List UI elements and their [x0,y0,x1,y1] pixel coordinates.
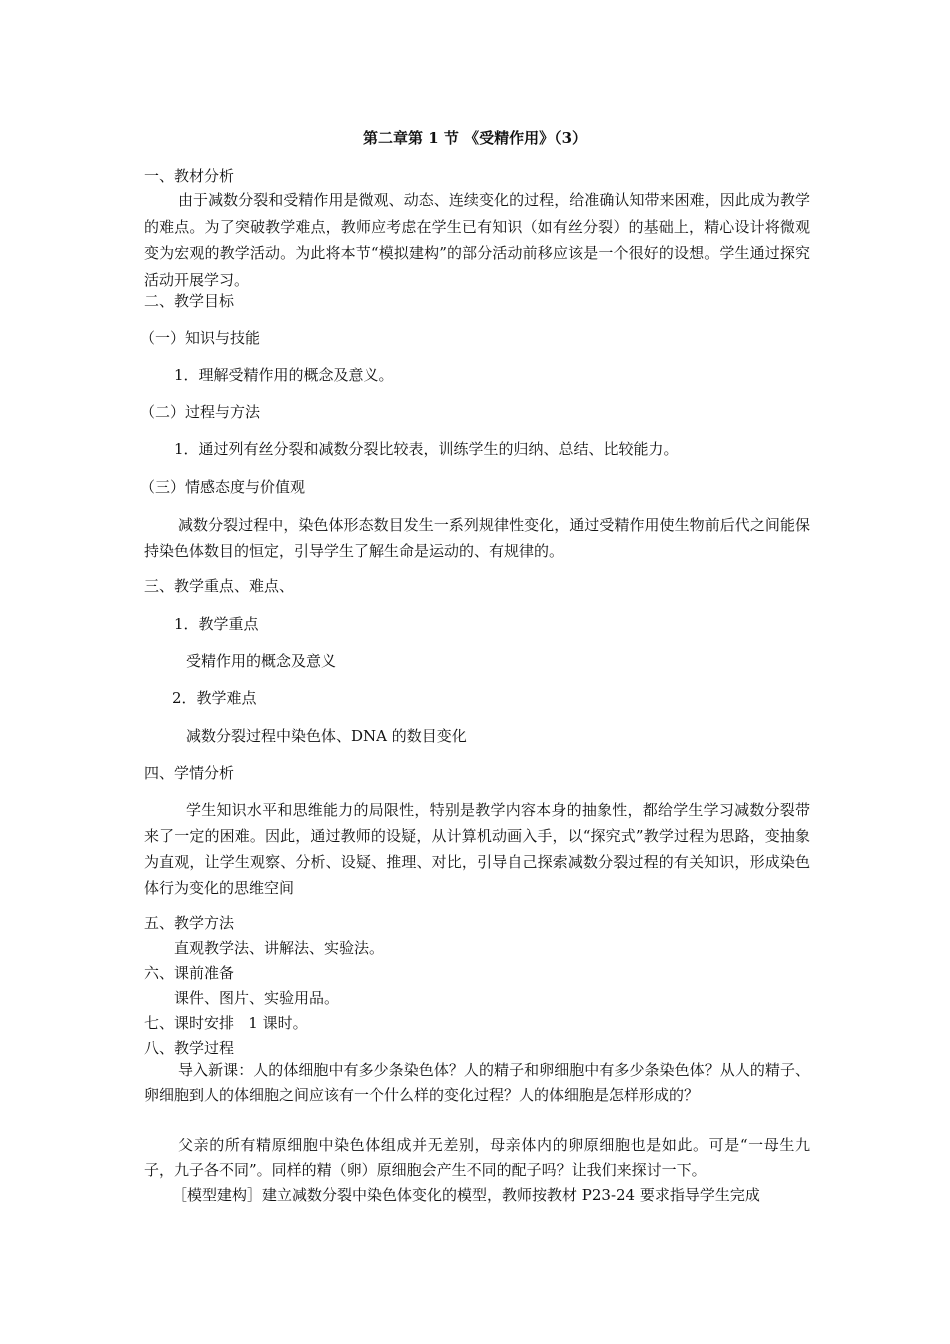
subheading-knowledge: （一）知识与技能 [140,329,261,347]
section-6-text: 课件、图片、实验用品。 [174,989,340,1007]
document-title: 第二章第 1 节 《受精作用》（3） [362,129,588,147]
section-heading-4: 四、学情分析 [144,764,235,782]
section-7-line: 七、课时安排 1 课时。 [144,1014,308,1032]
knowledge-item-1: 1．理解受精作用的概念及意义。 [174,366,394,384]
section-5-text: 直观教学法、讲解法、实验法。 [174,939,385,957]
key-point-label: 1．教学重点 [174,615,259,633]
section-heading-1: 一、教材分析 [144,167,235,185]
section-1-paragraph: 由于减数分裂和受精作用是微观、动态、连续变化的过程，给准确认知带来困难，因此成为教学的难点。为了突破教学难点，教师应考虑在学生已有知识（如有丝分裂）的基础上，精心设计将微观变为宏观的教学活动。为此将本节“模拟建构”的部分活动前移应该是一个很好的设想。学生通过探究活动开展学习。 [144,191,810,289]
section-4-paragraph: 学生知识水平和思维能力的局限性，特别是教学内容本身的抽象性，都给学生学习减数分裂带来了一定的困难。因此，通过教师的设疑，从计算机动画入手，以“探究式”教学过程为思路，变抽象为直观，让学生观察、分析、设疑、推理、对比，引导自己探索减数分裂过程的有关知识，形成染色体行为变化的思维空间 [144,801,810,897]
process-item-1: 1．通过列有丝分裂和减数分裂比较表，训练学生的归纳、总结、比较能力。 [174,440,679,458]
attitude-paragraph: 减数分裂过程中，染色体形态数目发生一系列规律性变化，通过受精作用使生物前后代之间能保持染色体数目的恒定，引导学生了解生命是运动的、有规律的。 [144,516,810,560]
section-heading-6: 六、课前准备 [144,964,235,982]
section-8-paragraph-3: ［模型建构］建立减数分裂中染色体变化的模型，教师按教材 P23-24 要求指导学生完成 [172,1186,760,1204]
section-heading-2: 二、教学目标 [144,292,235,310]
difficulty-text: 减数分裂过程中染色体、DNA 的数目变化 [186,727,467,745]
difficulty-label: 2．教学难点 [172,689,257,707]
subheading-attitude: （三）情感态度与价值观 [140,478,306,496]
section-8-paragraph-1: 导入新课：人的体细胞中有多少条染色体？人的精子和卵细胞中有多少条染色体？从人的精子、卵细胞到人的体细胞之间应该有一个什么样的变化过程？人的体细胞是怎样形成的？ [144,1061,810,1104]
section-heading-8: 八、教学过程 [144,1039,235,1057]
section-8-paragraph-2: 父亲的所有精原细胞中染色体组成并无差别，母亲体内的卵原细胞也是如此。可是“一母生九子，九子各不同”。同样的精（卵）原细胞会产生不同的配子吗？让我们来探讨一下。 [144,1136,810,1179]
section-heading-3: 三、教学重点、难点、 [144,577,295,595]
key-point-text: 受精作用的概念及意义 [186,652,337,670]
section-heading-5: 五、教学方法 [144,914,235,932]
subheading-process: （二）过程与方法 [140,403,261,421]
